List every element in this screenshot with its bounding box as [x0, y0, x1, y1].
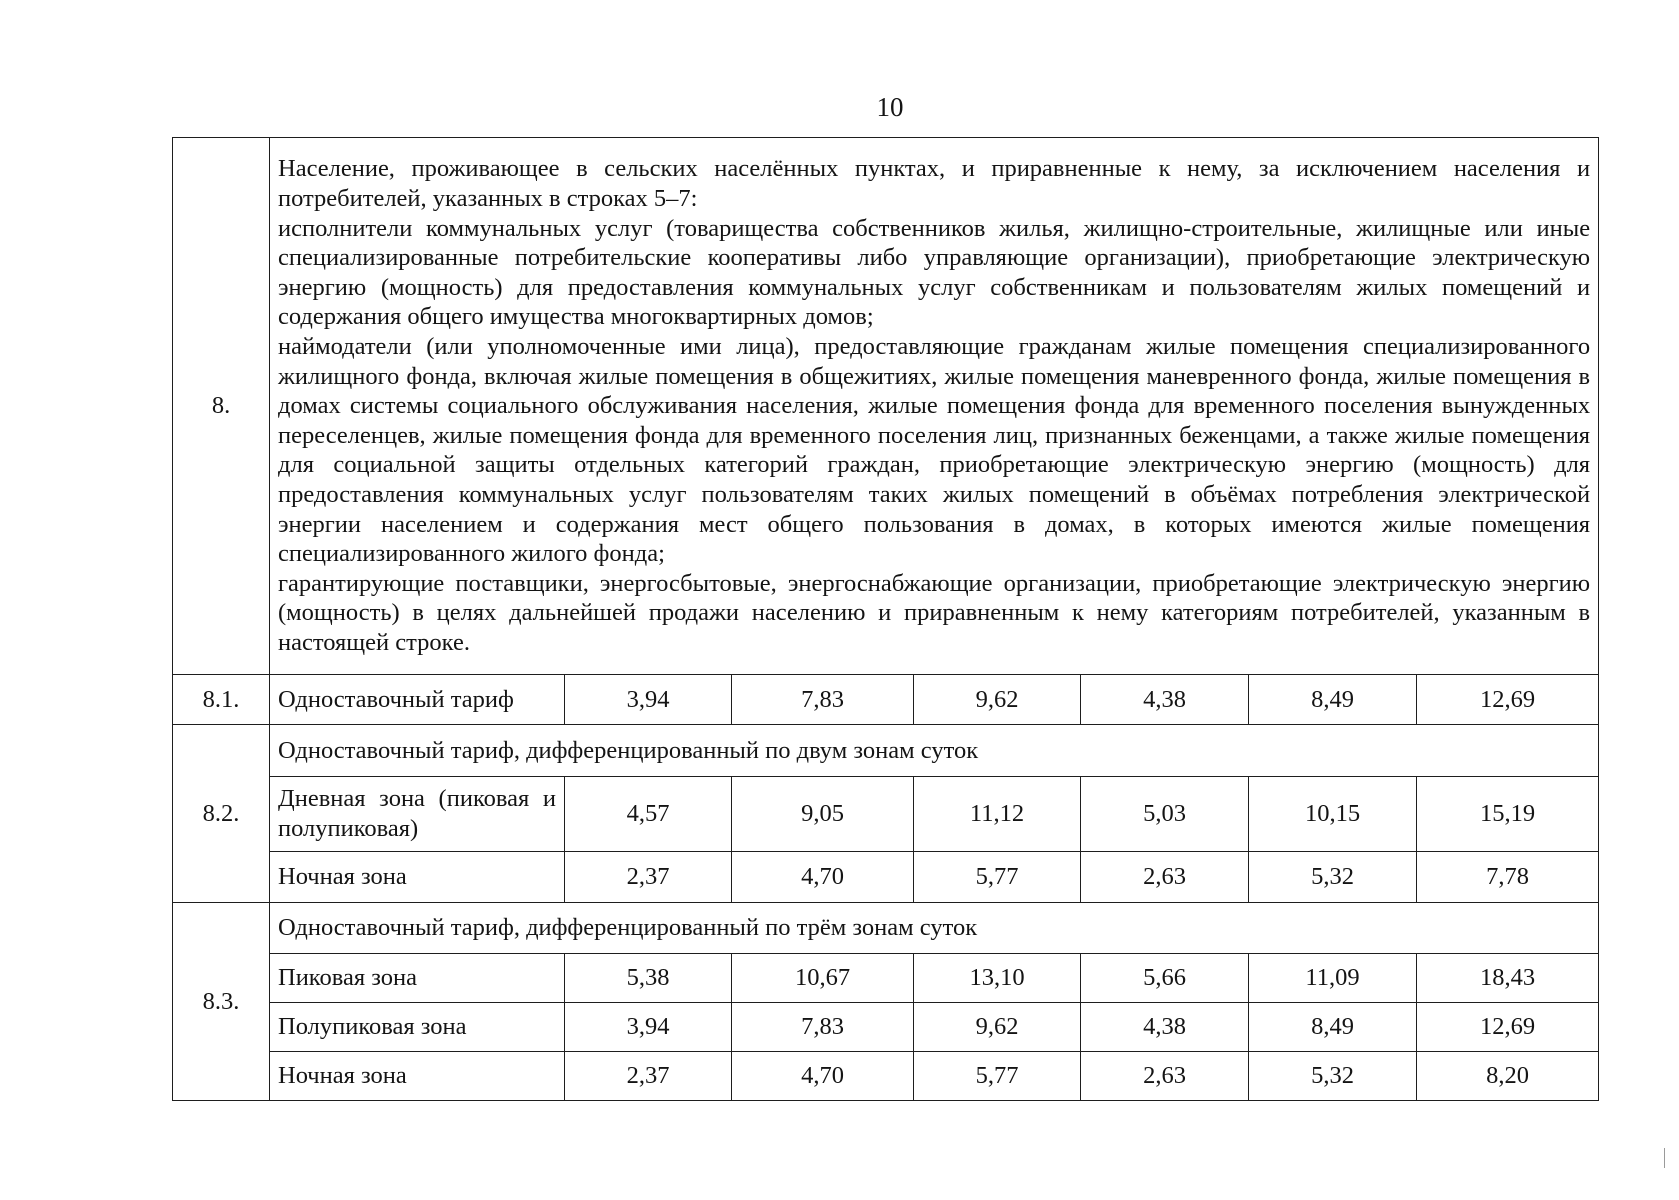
row-number: 8.2.	[173, 725, 270, 903]
table-cell: 10,15	[1249, 777, 1417, 852]
scan-margin-mark	[1664, 1148, 1665, 1168]
table-cell: 11,12	[914, 777, 1081, 852]
row-label: Пиковая зона	[270, 954, 565, 1003]
table-cell: 5,32	[1249, 852, 1417, 903]
row-label: Дневная зона (пиковая и полупиковая)	[270, 777, 565, 852]
table-row	[173, 852, 1599, 903]
table-cell: 2,37	[565, 852, 732, 903]
table-cell: 4,38	[1081, 675, 1249, 725]
table-cell: 8,49	[1249, 1003, 1417, 1052]
table-cell: 3,94	[565, 675, 732, 725]
table-cell: 12,69	[1417, 1003, 1599, 1052]
description-paragraph: исполнители коммунальных услуг (товарищества собственников жилья, жилищно-строительные, жилищные или иные специализированные потребительские кооперативы либо управляющие организации), приобретающие электрическую энергию (мощность) для предоставления коммунальных услуг собственникам и пользователям жилых помещений и содержания общего имущества многоквартирных домов;	[278, 214, 1591, 331]
table-cell: 5,77	[914, 1052, 1081, 1101]
row-number: 8.	[173, 138, 270, 675]
table-cell: 4,57	[565, 777, 732, 852]
row-label: Одноставочный тариф	[270, 675, 565, 725]
row-label: Полупиковая зона	[270, 1003, 565, 1052]
table-cell: 8,49	[1249, 675, 1417, 725]
table-cell: 5,03	[1081, 777, 1249, 852]
table-cell: 12,69	[1417, 675, 1599, 725]
table-row	[173, 954, 1599, 1003]
description-paragraph: Население, проживающее в сельских населённых пунктах, и приравненные к нему, за исключением населения и потребителей, указанных в строках 5–7:	[278, 155, 1591, 213]
table-cell: 7,83	[732, 675, 914, 725]
table-cell: 5,66	[1081, 954, 1249, 1003]
page-number: 10	[876, 92, 904, 122]
table-cell: 2,37	[565, 1052, 732, 1101]
row-label: Ночная зона	[270, 1052, 565, 1101]
table-cell: 4,38	[1081, 1003, 1249, 1052]
table-cell: 2,63	[1081, 852, 1249, 903]
table-row	[173, 777, 1599, 852]
table-cell: 9,05	[732, 777, 914, 852]
table-row	[173, 903, 1599, 954]
table-cell: 7,78	[1417, 852, 1599, 903]
description-paragraph: наймодатели (или уполномоченные ими лица), предоставляющие гражданам жилые помещения специализированного жилищного фонда, включая жилые помещения в общежитиях, жилые помещения маневренного фонда, жилые помещения в домах системы социального обслуживания населения, жилые помещения фонда для временного поселения вынужденных переселенцев, жилые помещения фонда для временного поселения лиц, признанных беженцами, а также жилые помещения для социальной защиты отдельных категорий граждан, приобретающие электрическую энергию (мощность) для предоставления коммунальных услуг пользователям таких жилых помещений в объёмах потребления электрической энергии населением и содержания мест общего пользования в домах, в которых имеются жилые помещения специализированного жилого фонда;	[278, 333, 1591, 568]
table-row	[173, 1003, 1599, 1052]
table-cell: 5,32	[1249, 1052, 1417, 1101]
table-cell: 13,10	[914, 954, 1081, 1003]
table-cell: 2,63	[1081, 1052, 1249, 1101]
section-description	[270, 138, 1599, 675]
table-cell: 18,43	[1417, 954, 1599, 1003]
table-cell: 8,20	[1417, 1052, 1599, 1101]
row-label: Ночная зона	[270, 852, 565, 903]
table-cell: 4,70	[732, 1052, 914, 1101]
table-row	[173, 725, 1599, 777]
table-cell: 5,77	[914, 852, 1081, 903]
table-cell: 5,38	[565, 954, 732, 1003]
table-row	[173, 675, 1599, 725]
table-cell: 11,09	[1249, 954, 1417, 1003]
table-cell: 10,67	[732, 954, 914, 1003]
table-cell: 7,83	[732, 1003, 914, 1052]
row-number: 8.1.	[173, 675, 270, 725]
table-row	[173, 138, 1599, 675]
table-cell: 15,19	[1417, 777, 1599, 852]
table-cell: 4,70	[732, 852, 914, 903]
row-number: 8.3.	[173, 903, 270, 1101]
table-row	[173, 1052, 1599, 1101]
table-cell: 9,62	[914, 675, 1081, 725]
table-cell: 9,62	[914, 1003, 1081, 1052]
description-paragraph: гарантирующие поставщики, энергосбытовые, энергоснабжающие организации, приобретающие электрическую энергию (мощность) в целях дальнейшей продажи населению и приравненным к нему категориям потребителей, указанным в настоящей строке.	[278, 569, 1591, 656]
row-heading: Одноставочный тариф, дифференцированный по трём зонам суток	[270, 903, 1599, 954]
table-cell: 3,94	[565, 1003, 732, 1052]
tariff-table	[172, 137, 1599, 1101]
row-heading: Одноставочный тариф, дифференцированный по двум зонам суток	[270, 725, 1599, 777]
